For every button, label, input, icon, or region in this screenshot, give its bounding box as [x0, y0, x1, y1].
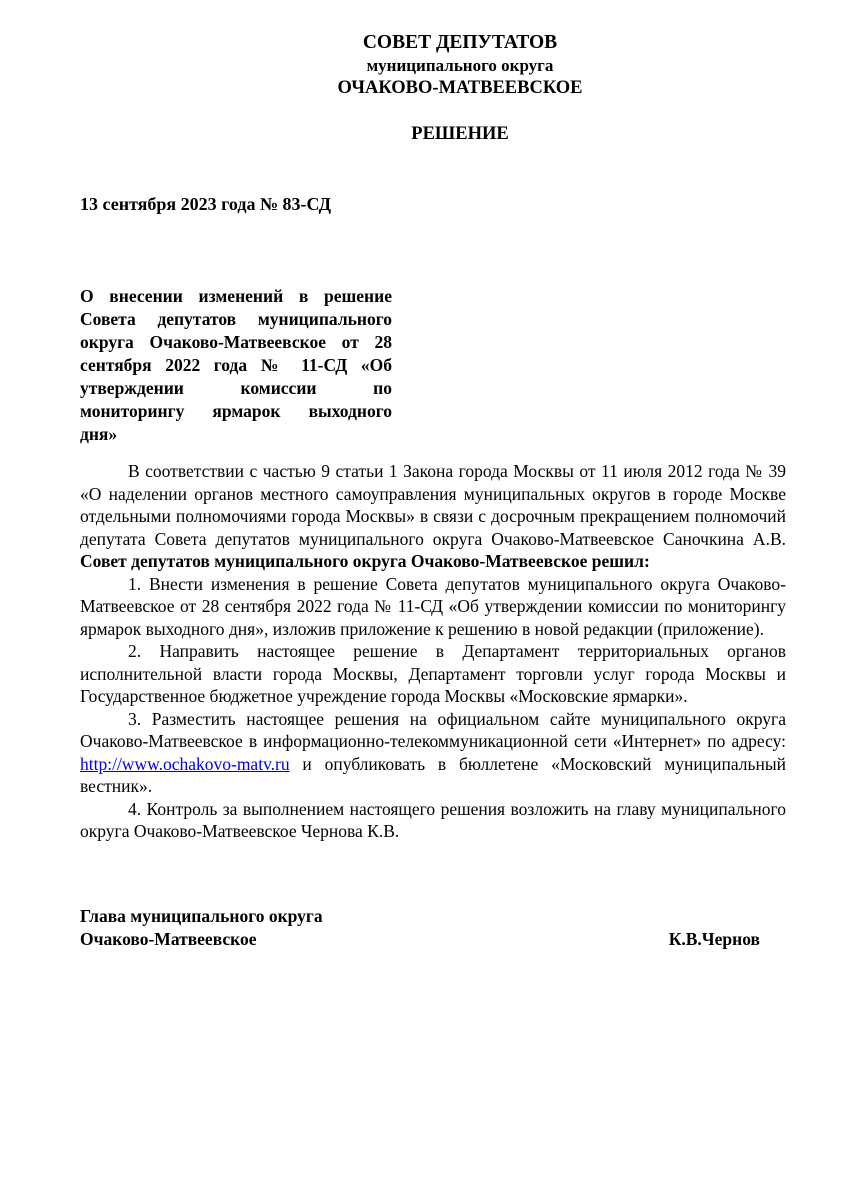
signatory-title-line1: Глава муниципального округа	[80, 906, 323, 926]
district-type-heading: муниципального округа	[366, 56, 554, 75]
subject-line: округа Очаково-Матвеевское от 28	[80, 332, 392, 352]
signatory-title-line2: Очаково-Матвеевское	[80, 929, 257, 949]
document-type-title: РЕШЕНИЕ	[411, 124, 509, 144]
signature-block	[80, 905, 760, 951]
date-and-number: 13 сентября 2023 года № 83-СД	[80, 194, 332, 214]
item-4-paragraph: 4. Контроль за выполнением настоящего решения возложить на главу муниципального округа Очаково-Матвеевское Чернова К.В.	[80, 798, 786, 841]
decision-subject	[80, 285, 392, 446]
subject-line: мониторингу ярмарок выходного	[80, 401, 392, 421]
item-3-paragraph	[80, 708, 786, 798]
preamble-paragraph	[80, 460, 786, 573]
item-2-paragraph: 2. Направить настоящее решение в Департамент территориальных органов исполнительной власти города Москвы, Департамент торговли услуг города Москвы и Государственное бюджетное учреждение города Москвы «Московские ярмарки».	[80, 641, 786, 706]
decided-statement: Совет депутатов муниципального округа Очаково-Матвеевское решил:	[80, 551, 650, 571]
district-name-heading: ОЧАКОВО-МАТВЕЕВСКОЕ	[337, 78, 583, 98]
subject-line: сентября 2022 года № 11-СД «Об	[80, 355, 392, 375]
item-1-paragraph: 1. Внести изменения в решение Совета депутатов муниципального округа Очаково-Матвеевское от 28 сентября 2022 года № 11-СД «Об утверждении комиссии по мониторингу ярмарок выходного дня», изложив приложение к решению в новой редакции (приложение).	[80, 573, 786, 639]
subject-line: О внесении изменений в решение	[80, 286, 392, 306]
signatory-name: К.В.Чернов	[668, 929, 760, 949]
subject-line: Совета депутатов муниципального	[80, 309, 392, 329]
preamble-text: В соответствии с частью 9 статьи 1 Закона города Москвы от 11 июля 2012 года № 39 «О наделении органов местного самоуправления муниципальных округов в городе Москве отдельными полномочиями города Москвы» в связи с досрочным прекращением полномочий депутата Совета депутатов муниципального округа Очаково-Матвеевское Саночкина А.В.	[80, 461, 786, 549]
website-link[interactable]: http://www.ochakovo-matv.ru	[80, 753, 290, 774]
signature-row	[80, 928, 760, 951]
subject-line: дня»	[80, 424, 118, 444]
item-3-text-end: и опубликовать в бюллетене «Московский муниципальный вестник».	[80, 753, 786, 796]
subject-line: утверждении комиссии по	[80, 378, 392, 398]
item-3-text-start: 3. Разместить настоящее решения на официальном сайте муниципального округа Очаково-Матвеевское в информационно-телекоммуникационной сети «Интернет» по адресу:	[80, 708, 786, 751]
decision-body	[80, 460, 786, 843]
council-heading: СОВЕТ ДЕПУТАТОВ	[362, 32, 558, 53]
